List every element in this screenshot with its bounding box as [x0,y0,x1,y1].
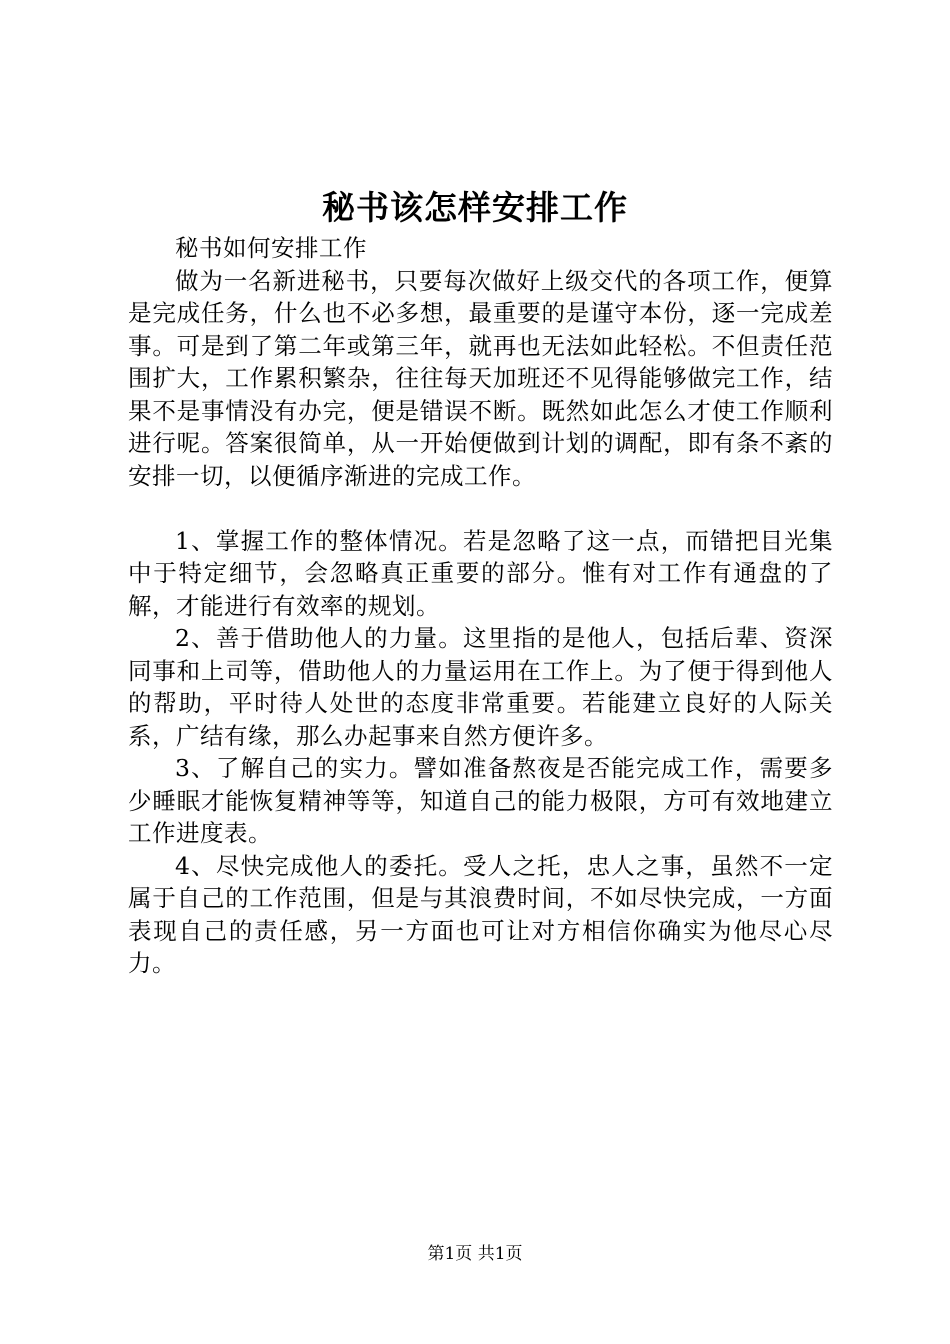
page-number-footer: 第1页 共1页 [427,1244,523,1264]
point-4-paragraph: 4、尽快完成他人的委托。受人之托，忠人之事，虽然不一定属于自己的工作范围，但是与其浪费时间，不如尽快完成，一方面表现自己的责任感，另一方面也可让对方相信你确实为他尽心尽力。 [128,851,833,977]
document-title: 秘书该怎样安排工作 [322,188,628,227]
document-body [128,232,833,980]
intro-paragraph: 做为一名新进秘书，只要每次做好上级交代的各项工作，便算是完成任务，什么也不必多想，最重要的是谨守本份，逐一完成差事。可是到了第二年或第三年，就再也无法如此轻松。不但责任范围扩大，工作累积繁杂，往往每天加班还不见得能够做完工作，结果不是事情没有办完，便是错误不断。既然如此怎么才使工作顺利进行呢。答案很简单，从一开始便做到计划的调配，即有条不紊的安排一切，以便循序渐进的完成工作。 [128,266,833,490]
point-1-paragraph: 1、掌握工作的整体情况。若是忽略了这一点，而错把目光集中于特定细节，会忽略真正重要的部分。惟有对工作有通盘的了解，才能进行有效率的规划。 [128,526,833,620]
point-3-paragraph: 3、了解自己的实力。譬如准备熬夜是否能完成工作，需要多少睡眠才能恢复精神等等，知道自己的能力极限，方可有效地建立工作进度表。 [128,754,833,847]
point-2-paragraph: 2、善于借助他人的力量。这里指的是他人，包括后辈、资深同事和上司等，借助他人的力量运用在工作上。为了便于得到他人的帮助，平时待人处世的态度非常重要。若能建立良好的人际关系，广结有缘，那么办起事来自然方便许多。 [128,624,833,750]
subtitle-paragraph: 秘书如何安排工作 [175,234,367,262]
